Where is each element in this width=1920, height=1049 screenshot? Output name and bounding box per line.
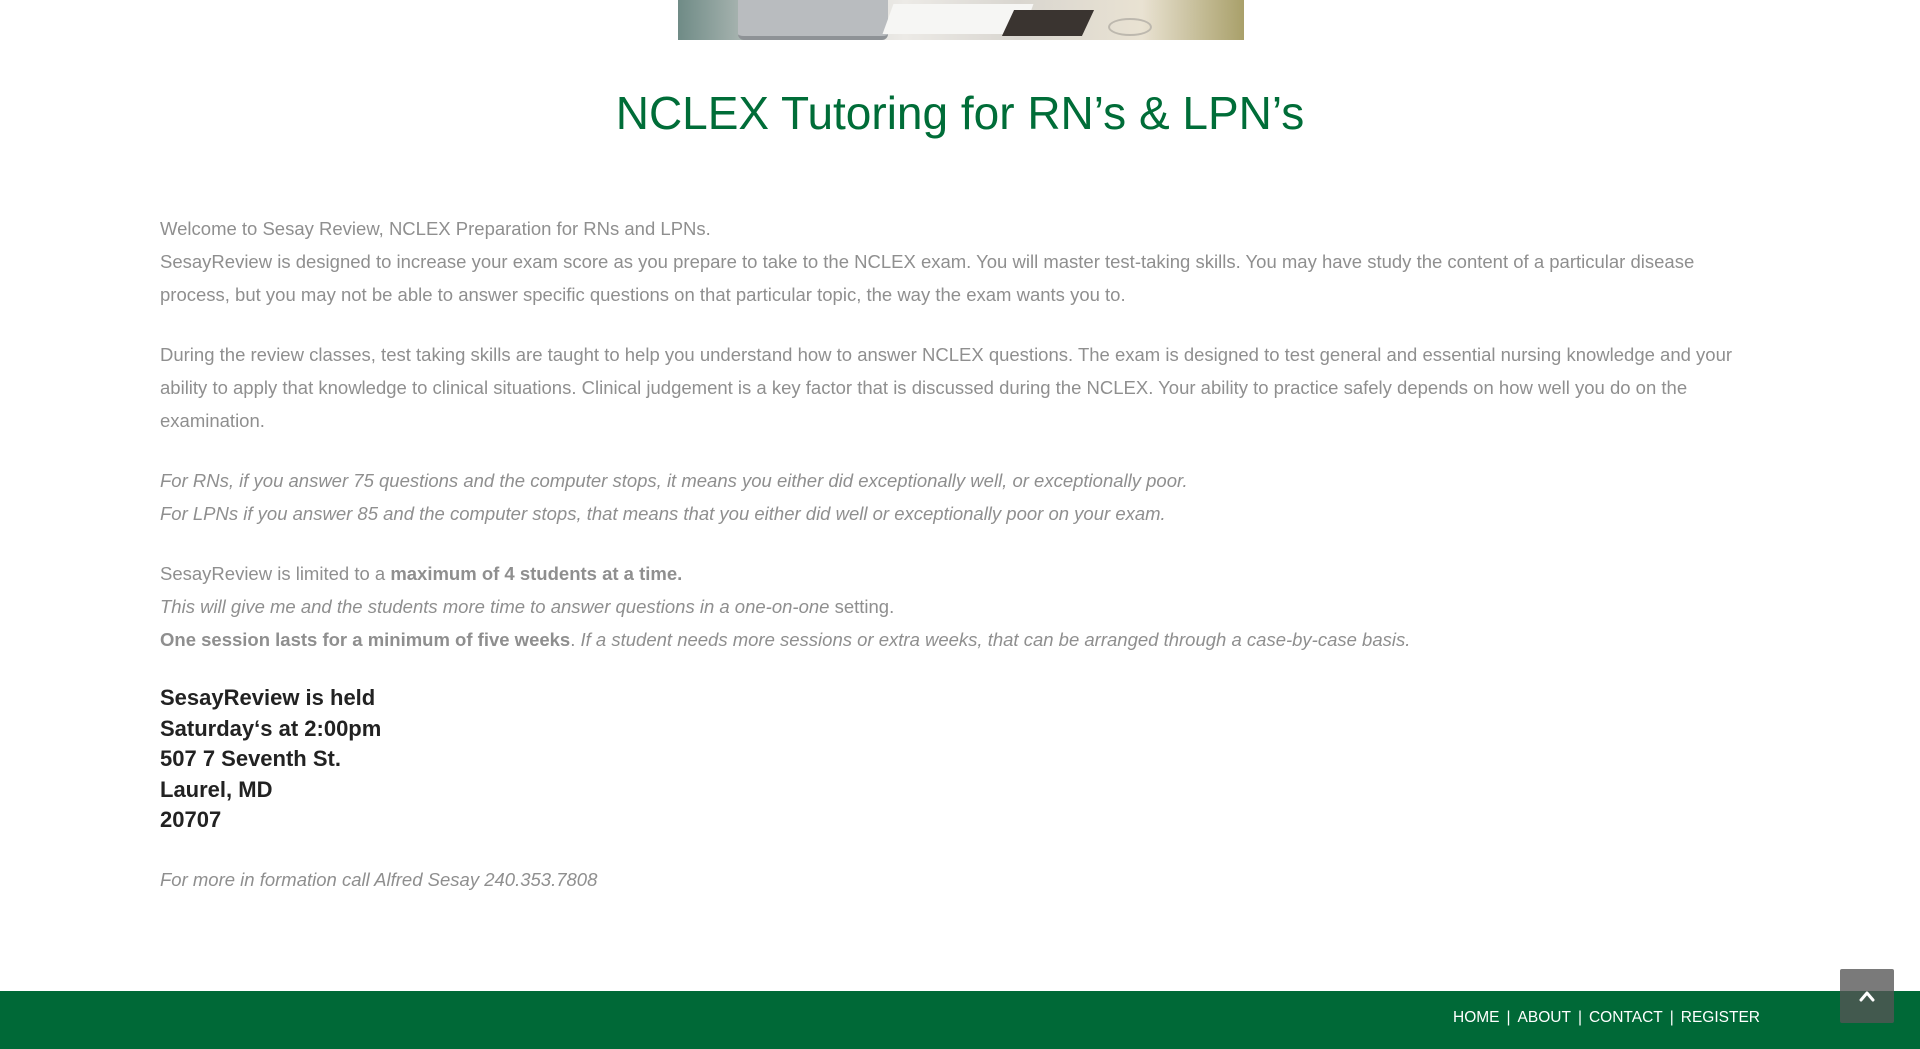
lpn-note: For LPNs if you answer 85 and the computer stops, that means that you either did well or exceptionally poor on your exam. bbox=[160, 503, 1166, 524]
main-content bbox=[160, 212, 1760, 923]
footer-nav bbox=[1453, 1009, 1760, 1027]
schedule-heading: SesayReview is held bbox=[160, 685, 376, 710]
footer-link-register[interactable]: REGISTER bbox=[1680, 1009, 1760, 1026]
exam-notes-paragraph bbox=[160, 464, 1760, 530]
footer-separator: | bbox=[1669, 1009, 1674, 1026]
footer-link-contact[interactable]: CONTACT bbox=[1588, 1009, 1663, 1026]
laptop-graphic bbox=[738, 0, 888, 40]
welcome-text: Welcome to Sesay Review, NCLEX Preparation for RNs and LPNs. bbox=[160, 218, 711, 239]
contact-text: For more in formation call Alfred Sesay 240.353.7808 bbox=[160, 868, 598, 890]
footer-separator: | bbox=[1577, 1009, 1582, 1026]
schedule-city: Laurel, MD bbox=[160, 776, 273, 802]
schedule-block bbox=[160, 683, 1760, 836]
footer-link-about[interactable]: ABOUT bbox=[1517, 1009, 1571, 1026]
intro-paragraph bbox=[160, 212, 1760, 311]
session-length: One session lasts for a minimum of five weeks bbox=[160, 629, 571, 650]
class-info-paragraph bbox=[160, 557, 1760, 656]
review-paragraph: During the review classes, test taking skills are taught to help you understand how to answer NCLEX questions. The exam is designed to test general and essential nursing knowledge and your ability to apply that knowledge to clinical situations. Clinical judgement is a key factor that is discussed during the NCLEX. Your ability to practice safely depends on how well you do on the examination. bbox=[160, 344, 1733, 431]
footer-link-home[interactable]: HOME bbox=[1453, 1009, 1500, 1026]
page-title: NCLEX Tutoring for RN’s & LPN’s bbox=[615, 87, 1305, 139]
schedule-time: Saturday‘s at 2:00pm bbox=[160, 715, 382, 741]
intro-description: SesayReview is designed to increase your exam score as you prepare to take to the NCLEX exam. You will master test-taking skills. You may have study the content of a particular disease process, but you may not be able to answer specific questions on that particular topic, the way the exam wants you to. bbox=[160, 251, 1695, 305]
one-on-one-text: This will give me and the students more time to answer questions in a one-on-one bbox=[160, 596, 830, 617]
footer bbox=[0, 991, 1920, 1049]
hero-image bbox=[678, 0, 1244, 40]
one-on-one-suffix: setting. bbox=[829, 596, 895, 617]
limit-prefix: SesayReview is limited to a bbox=[160, 563, 391, 584]
session-extra: If a student needs more sessions or extra weeks, that can be arranged through a case-by-case basis. bbox=[575, 629, 1411, 650]
chevron-up-icon bbox=[1859, 990, 1875, 1002]
footer-separator: | bbox=[1506, 1009, 1511, 1026]
scroll-to-top-button[interactable] bbox=[1840, 969, 1894, 1023]
limit-bold: maximum of 4 students at a time. bbox=[390, 563, 683, 584]
session-period: . bbox=[570, 629, 576, 650]
schedule-zip: 20707 bbox=[160, 807, 222, 832]
tablet-graphic bbox=[1002, 10, 1094, 36]
glasses-graphic bbox=[1108, 18, 1152, 36]
contact-paragraph bbox=[160, 863, 1760, 896]
schedule-street: 507 7 Seventh St. bbox=[160, 746, 341, 771]
rn-note: For RNs, if you answer 75 questions and the computer stops, it means you either did exceptionally well, or exceptionally poor. bbox=[160, 470, 1188, 491]
